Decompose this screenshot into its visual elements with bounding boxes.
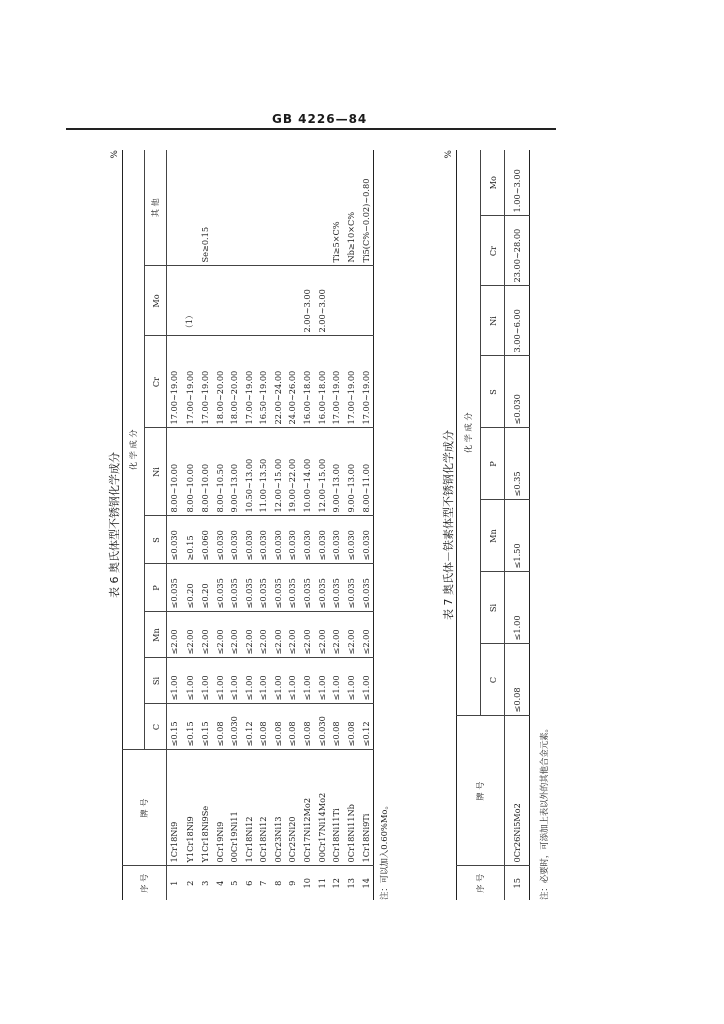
table7-head-grade: 牌 号 bbox=[457, 716, 505, 866]
table6-cell-no: 5 bbox=[229, 880, 240, 886]
table7-col-s: S bbox=[481, 356, 505, 428]
table6-cell-c: ≤0.15 bbox=[167, 704, 182, 750]
table6-cell-si: ≤1.00 bbox=[167, 658, 182, 704]
table7-cell-si: ≤1.00 bbox=[505, 572, 530, 644]
table6-cell-grade: 1Cr18Ni9 bbox=[167, 750, 182, 866]
table6-col-mn: Mn bbox=[145, 612, 167, 658]
table6-row bbox=[329, 150, 344, 900]
table6-col-s: S bbox=[145, 516, 167, 564]
table6-cell-cr: 16.00~18.00 bbox=[314, 336, 329, 428]
table7-cell-grade: 0Cr26Ni5Mo2 bbox=[505, 716, 530, 866]
table6-cell-si: ≤1.00 bbox=[212, 658, 227, 704]
table7-head-no: 序 号 bbox=[457, 866, 505, 900]
table6-cell-other bbox=[167, 150, 182, 266]
table6-cell-si: ≤1.00 bbox=[329, 658, 344, 704]
table6-note: 注：可以加入0.60%Mo。 bbox=[379, 801, 389, 900]
table6-cell-mo bbox=[242, 266, 257, 336]
table6-cell-p: ≤0.035 bbox=[314, 564, 329, 612]
table6-cell-other: Ti5(C%−0.02)~0.80 bbox=[358, 150, 373, 266]
table6-cell-mn: ≤2.00 bbox=[314, 612, 329, 658]
table6-cell-mo bbox=[285, 266, 300, 336]
table6-cell-mo bbox=[358, 266, 373, 336]
table6-cell-cr: 17.00~19.00 bbox=[198, 336, 213, 428]
table6-cell-si: ≤1.00 bbox=[198, 658, 213, 704]
table6-cell-mo bbox=[212, 266, 227, 336]
table6-cell-other: Se≥0.15 bbox=[198, 150, 213, 266]
table6-cell-si: ≤1.00 bbox=[343, 658, 358, 704]
table6-cell-other: Ti≥5×C% bbox=[329, 150, 344, 266]
table6-cell-s: ≥0.15 bbox=[182, 516, 198, 564]
table6-cell-other bbox=[182, 150, 198, 266]
table6-cell-mn: ≤2.00 bbox=[182, 612, 198, 658]
table6-cell-other bbox=[271, 150, 286, 266]
table6-cell-other bbox=[242, 150, 257, 266]
table6-cell-s: ≤0.030 bbox=[242, 516, 257, 564]
table6-cell-no: 6 bbox=[243, 880, 254, 886]
table6-cell-si: ≤1.00 bbox=[300, 658, 315, 704]
table6-cell-grade: Y1Cr18Ni9 bbox=[182, 750, 198, 866]
table6-cell-other bbox=[256, 150, 271, 266]
table6-cell-other bbox=[300, 150, 315, 266]
table6-row bbox=[300, 150, 315, 900]
table6-cell-mn: ≤2.00 bbox=[198, 612, 213, 658]
table6-cell-cr: 17.00~19.00 bbox=[182, 336, 198, 428]
table6-cell-grade: 0Cr23Ni13 bbox=[271, 750, 286, 866]
table6-cell-p: ≤0.035 bbox=[300, 564, 315, 612]
table6-cell-cr: 17.00~19.00 bbox=[343, 336, 358, 428]
table6-cell-s: ≤0.060 bbox=[198, 516, 213, 564]
table6-cell-s: ≤0.030 bbox=[285, 516, 300, 564]
table6-cell-c: ≤0.030 bbox=[227, 704, 242, 750]
table6-cell-c: ≤0.08 bbox=[329, 704, 344, 750]
table6-cell-mo bbox=[198, 266, 213, 336]
table6-cell-no: 8 bbox=[272, 880, 283, 886]
table6-row bbox=[182, 150, 198, 900]
table6-cell-grade: 0Cr18Ni11Nb bbox=[343, 750, 358, 866]
table6-cell-s: ≤0.030 bbox=[300, 516, 315, 564]
table7-note: 注：必要时，可添加上表以外的其他合金元素。 bbox=[539, 724, 549, 900]
table6-col-c: C bbox=[145, 704, 167, 750]
table6-col-mo: Mo bbox=[145, 266, 167, 336]
table6-cell-s: ≤0.030 bbox=[343, 516, 358, 564]
table6-cell-ni: 8.00~10.50 bbox=[212, 428, 227, 516]
table6-cell-mn: ≤2.00 bbox=[300, 612, 315, 658]
table6-row bbox=[167, 150, 182, 900]
table6-cell-s: ≤0.030 bbox=[314, 516, 329, 564]
table6-col-ni: Ni bbox=[145, 428, 167, 516]
table6-cell-p: ≤0.20 bbox=[198, 564, 213, 612]
table6-cell-c: ≤0.08 bbox=[343, 704, 358, 750]
table6-cell-c: ≤0.15 bbox=[198, 704, 213, 750]
table6-head-group: 化 学 成 分 bbox=[123, 150, 145, 750]
table7-col-mo: Mo bbox=[481, 150, 505, 216]
table6-row bbox=[358, 150, 373, 900]
table6-cell-other bbox=[285, 150, 300, 266]
table6-cell-mo: 2.00~3.00 bbox=[300, 266, 315, 336]
table6-cell-p: ≤0.035 bbox=[358, 564, 373, 612]
table6-unit: % bbox=[110, 150, 120, 159]
table6-cell-mo: （1） bbox=[182, 266, 198, 336]
table6-cell-cr: 17.00~19.00 bbox=[358, 336, 373, 428]
table6-cell-no: 11 bbox=[316, 878, 327, 889]
table6-cell-mn: ≤2.00 bbox=[212, 612, 227, 658]
table6-cell-ni: 10.50~13.00 bbox=[242, 428, 257, 516]
table6-cell-mn: ≤2.00 bbox=[242, 612, 257, 658]
table7 bbox=[456, 150, 530, 900]
table6-cell-cr: 18.00~20.00 bbox=[212, 336, 227, 428]
table7-cell-mo: 1.00~3.00 bbox=[505, 150, 530, 216]
table7-cell-cr: 23.00~28.00 bbox=[505, 216, 530, 286]
table6-row bbox=[314, 150, 329, 900]
table6-cell-c: ≤0.08 bbox=[256, 704, 271, 750]
table6-cell-mn: ≤2.00 bbox=[271, 612, 286, 658]
table6-cell-si: ≤1.00 bbox=[285, 658, 300, 704]
table6-cell-grade: 0Cr18Ni11Ti bbox=[329, 750, 344, 866]
table6-cell-mo bbox=[256, 266, 271, 336]
table6-cell-s: ≤0.030 bbox=[271, 516, 286, 564]
table6-cell-no: 1 bbox=[169, 880, 180, 886]
header-rule bbox=[66, 128, 556, 130]
table6-cell-no: 2 bbox=[184, 880, 195, 886]
table6-cell-si: ≤1.00 bbox=[227, 658, 242, 704]
standard-code: GB 4226—84 bbox=[272, 112, 368, 126]
table6-row bbox=[285, 150, 300, 900]
table6-cell-no: 12 bbox=[331, 878, 342, 889]
table6-cell-si: ≤1.00 bbox=[242, 658, 257, 704]
table6-row bbox=[227, 150, 242, 900]
table6-block bbox=[106, 150, 396, 900]
table6-cell-p: ≤0.035 bbox=[212, 564, 227, 612]
table6-row bbox=[271, 150, 286, 900]
table7-head-group: 化 学 成 分 bbox=[457, 150, 481, 716]
table6-cell-other: Nb≥10×C% bbox=[343, 150, 358, 266]
table6-cell-mn: ≤2.00 bbox=[285, 612, 300, 658]
table6-row bbox=[212, 150, 227, 900]
table6-cell-other bbox=[227, 150, 242, 266]
table6-cell-ni: 11.00~13.50 bbox=[256, 428, 271, 516]
table6-cell-mn: ≤2.00 bbox=[329, 612, 344, 658]
table6-cell-p: ≤0.035 bbox=[285, 564, 300, 612]
table6-cell-no: 13 bbox=[345, 878, 356, 889]
table7-cell-ni: 3.00~6.00 bbox=[505, 286, 530, 356]
table6-cell-cr: 17.00~19.00 bbox=[242, 336, 257, 428]
table6-cell-cr: 18.00~20.00 bbox=[227, 336, 242, 428]
table6-cell-cr: 17.00~19.00 bbox=[167, 336, 182, 428]
table7-col-c: C bbox=[481, 644, 505, 716]
table6-cell-c: ≤0.12 bbox=[242, 704, 257, 750]
table6-cell-cr: 16.50~19.00 bbox=[256, 336, 271, 428]
table6-cell-grade: 00Cr19Ni11 bbox=[227, 750, 242, 866]
table6-cell-mo bbox=[167, 266, 182, 336]
table6-cell-cr: 24.00~26.00 bbox=[285, 336, 300, 428]
table6-cell-grade: 0Cr19Ni9 bbox=[212, 750, 227, 866]
table6-cell-ni: 10.00~14.00 bbox=[300, 428, 315, 516]
table7-block bbox=[440, 150, 549, 900]
table6-cell-cr: 17.00~19.00 bbox=[329, 336, 344, 428]
table7-unit: % bbox=[444, 150, 454, 159]
table6-cell-mo: 2.00~3.00 bbox=[314, 266, 329, 336]
table6-cell-no: 14 bbox=[360, 878, 371, 889]
table6-col-si: Si bbox=[145, 658, 167, 704]
table6-cell-p: ≤0.035 bbox=[343, 564, 358, 612]
table6-cell-ni: 19.00~22.00 bbox=[285, 428, 300, 516]
table6-cell-c: ≤0.08 bbox=[271, 704, 286, 750]
table6-cell-mn: ≤2.00 bbox=[256, 612, 271, 658]
table6-cell-s: ≤0.030 bbox=[256, 516, 271, 564]
table6-cell-c: ≤0.08 bbox=[300, 704, 315, 750]
table6-cell-p: ≤0.035 bbox=[329, 564, 344, 612]
table7-col-p: P bbox=[481, 428, 505, 500]
table6-cell-p: ≤0.035 bbox=[256, 564, 271, 612]
table6-cell-ni: 8.00~10.00 bbox=[182, 428, 198, 516]
table6-cell-p: ≤0.035 bbox=[271, 564, 286, 612]
table6-cell-ni: 12.00~15.00 bbox=[314, 428, 329, 516]
table6-cell-mo bbox=[329, 266, 344, 336]
table6-cell-cr: 16.00~18.00 bbox=[300, 336, 315, 428]
table6-cell-other bbox=[314, 150, 329, 266]
table6-cell-s: ≤0.030 bbox=[358, 516, 373, 564]
table6-cell-p: ≤0.20 bbox=[182, 564, 198, 612]
table6-cell-grade: 1Cr18Ni12 bbox=[242, 750, 257, 866]
table6-cell-cr: 22.00~24.00 bbox=[271, 336, 286, 428]
table6-head-no: 序 号 bbox=[123, 866, 167, 900]
table6-cell-si: ≤1.00 bbox=[314, 658, 329, 704]
table7-cell-p: ≤0.35 bbox=[505, 428, 530, 500]
table6-cell-s: ≤0.030 bbox=[167, 516, 182, 564]
table6-col-cr: Cr bbox=[145, 336, 167, 428]
table6-cell-grade: 0Cr25Ni20 bbox=[285, 750, 300, 866]
table6-cell-ni: 9.00~13.00 bbox=[227, 428, 242, 516]
table6-cell-mo bbox=[227, 266, 242, 336]
table6-cell-ni: 12.00~15.00 bbox=[271, 428, 286, 516]
table6-cell-c: ≤0.12 bbox=[358, 704, 373, 750]
table6-cell-mo bbox=[271, 266, 286, 336]
table6-cell-no: 4 bbox=[214, 880, 225, 886]
table6-cell-grade: 0Cr17Ni12Mo2 bbox=[300, 750, 315, 866]
table6-cell-grade: Y1Cr18Ni9Se bbox=[198, 750, 213, 866]
table7-col-mn: Mn bbox=[481, 500, 505, 572]
table6-cell-c: ≤0.15 bbox=[182, 704, 198, 750]
table6-cell-si: ≤1.00 bbox=[182, 658, 198, 704]
table6-cell-p: ≤0.035 bbox=[167, 564, 182, 612]
table6-cell-mn: ≤2.00 bbox=[358, 612, 373, 658]
table6-row bbox=[256, 150, 271, 900]
table6-cell-no: 9 bbox=[287, 880, 298, 886]
table6-cell-s: ≤0.030 bbox=[212, 516, 227, 564]
table6-cell-p: ≤0.035 bbox=[227, 564, 242, 612]
table6-cell-other bbox=[212, 150, 227, 266]
table6-cell-si: ≤1.00 bbox=[256, 658, 271, 704]
table6-title: 表 6 奥氏体型不锈钢化学成分 bbox=[108, 452, 121, 598]
table6-cell-ni: 9.00~13.00 bbox=[343, 428, 358, 516]
table6-cell-mo bbox=[343, 266, 358, 336]
table6-cell-c: ≤0.08 bbox=[212, 704, 227, 750]
table6-cell-c: ≤0.030 bbox=[314, 704, 329, 750]
table6-cell-no: 3 bbox=[200, 880, 211, 886]
table6-cell-s: ≤0.030 bbox=[227, 516, 242, 564]
table6-cell-ni: 8.00~11.00 bbox=[358, 428, 373, 516]
table6-cell-grade: 0Cr18Ni12 bbox=[256, 750, 271, 866]
table6-cell-mn: ≤2.00 bbox=[167, 612, 182, 658]
table6-cell-p: ≤0.035 bbox=[242, 564, 257, 612]
table6-cell-ni: 8.00~10.00 bbox=[167, 428, 182, 516]
table7-col-si: Si bbox=[481, 572, 505, 644]
table6-row bbox=[242, 150, 257, 900]
table7-title: 表 7 奥氏体－铁素体型不锈钢化学成分 bbox=[442, 430, 455, 620]
table6-cell-no: 10 bbox=[302, 878, 313, 889]
table7-row bbox=[505, 150, 530, 900]
table6-row bbox=[198, 150, 213, 900]
table7-cell-s: ≤0.030 bbox=[505, 356, 530, 428]
table6-cell-mn: ≤2.00 bbox=[227, 612, 242, 658]
table7-cell-mn: ≤1.50 bbox=[505, 500, 530, 572]
table6-head-grade: 牌 号 bbox=[123, 750, 167, 866]
table6-cell-ni: 9.00~13.00 bbox=[329, 428, 344, 516]
table6-cell-grade: 00Cr17Ni14Mo2 bbox=[314, 750, 329, 866]
table6-cell-si: ≤1.00 bbox=[358, 658, 373, 704]
table6-row bbox=[343, 150, 358, 900]
table6-cell-ni: 8.00~10.00 bbox=[198, 428, 213, 516]
table6-cell-s: ≤0.030 bbox=[329, 516, 344, 564]
table6 bbox=[122, 150, 374, 900]
table7-cell-no: 15 bbox=[512, 878, 522, 889]
table7-col-cr: Cr bbox=[481, 216, 505, 286]
table6-cell-c: ≤0.08 bbox=[285, 704, 300, 750]
table6-cell-grade: 1Cr18Ni9Ti bbox=[358, 750, 373, 866]
table7-col-ni: Ni bbox=[481, 286, 505, 356]
table6-col-p: P bbox=[145, 564, 167, 612]
table6-cell-no: 7 bbox=[258, 880, 269, 886]
table6-cell-si: ≤1.00 bbox=[271, 658, 286, 704]
table6-cell-mn: ≤2.00 bbox=[343, 612, 358, 658]
table7-cell-c: ≤0.08 bbox=[505, 644, 530, 716]
table6-col-other: 其 他 bbox=[145, 150, 167, 266]
